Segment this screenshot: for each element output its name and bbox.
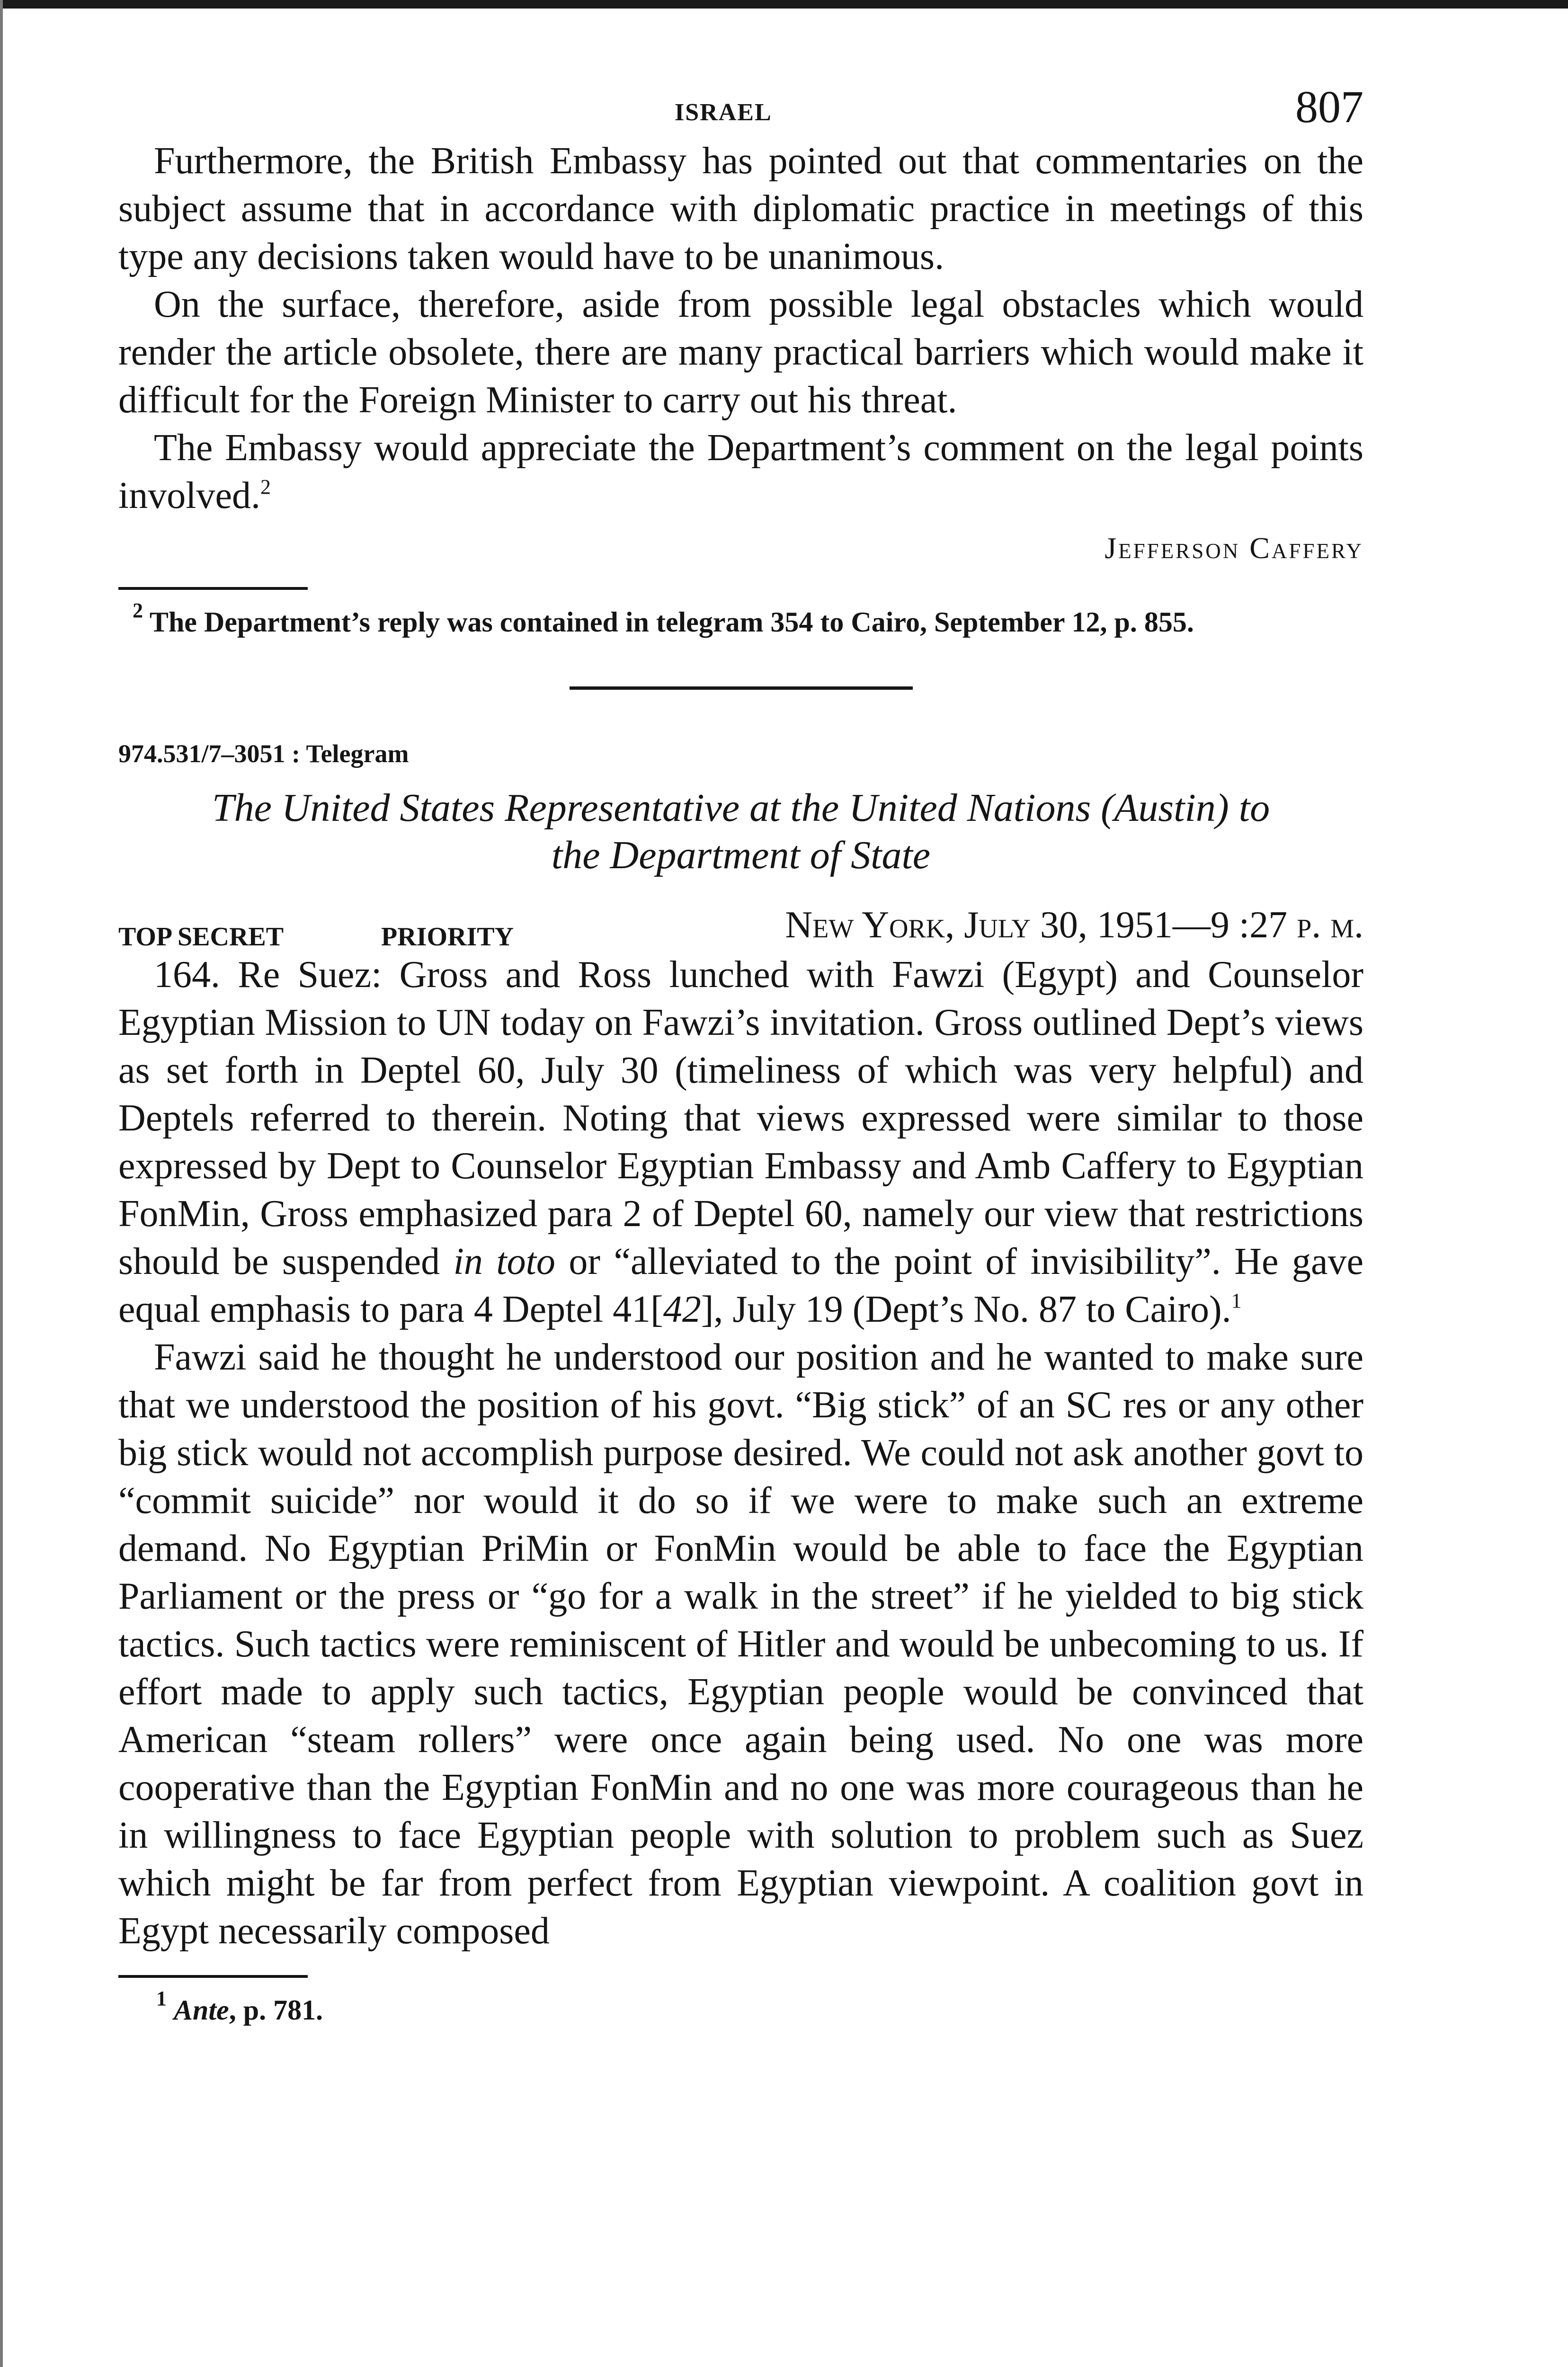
page-number: 807 [1295, 81, 1363, 132]
footnote-text: , p. 781. [229, 1994, 323, 2026]
footnote-rule [118, 1975, 308, 1978]
telegram-header [118, 904, 1363, 951]
document-title [118, 784, 1363, 879]
document-page [118, 80, 1363, 2028]
file-reference: 974.531/7–3051 : Telegram [118, 739, 409, 768]
classification: TOP SECRET [118, 922, 284, 952]
running-head [118, 80, 1363, 137]
paragraph [118, 424, 1363, 520]
footnote-reference: 1 [1231, 1289, 1242, 1312]
paragraph-text: or “alleviated to the point of invisibility”. He gave equal emphasis to para 4 Deptel 41[ [118, 1241, 1363, 1330]
paragraph: On the surface, therefore, aside from possible legal obstacles which would render the article obsolete, there are many practical barriers which would make it difficult for the Foreign Minister to carry out his threat. [118, 284, 1363, 421]
footnote-rule [118, 587, 308, 590]
footnote-text: The Department’s reply was contained in telegram 354 to Cairo, September 12, p. 855. [149, 606, 1194, 638]
footnote [118, 599, 1363, 640]
section-separator [570, 686, 913, 690]
footnote-italic: Ante [174, 1994, 229, 2026]
paragraph-text: 164. Re Suez: Gross and Ross lunched with Fawzi (Egypt) and Counselor Egyptian Mission to UN today on Fawzi’s invitation. Gross outlined Dept’s views as set forth in Deptel 60, July 30 (timeliness of which was very helpful) and Deptels referred to therein. Noting that views expressed were similar to those expressed by Dept to Counselor Egyptian Embassy and Amb Caffery to Egyptian FonMin, Gross emphasized para 2 of Deptel 60, namely our view that restrictions should be suspended [118, 954, 1363, 1282]
signature [118, 529, 1363, 567]
paragraph: Furthermore, the British Embassy has pointed out that commentaries on the subject assume that in accordance with diplomatic practice in meetings of this type any decisions taken would have to be unanimous. [118, 140, 1363, 277]
footnote [118, 1987, 1363, 2028]
paragraph-text: ], July 19 (Dept’s No. 87 to Cairo). [701, 1289, 1231, 1330]
paragraph: Fawzi said he thought he understood our position and he wanted to make sure that we understood the position of his govt. “Big stick” of an SC res or any other big stick would not accomplish purpose desired. We could not ask another govt to “commit suicide” nor would it do so if we were to make such an extreme demand. No Egyptian PriMin or FonMin would be able to face the Egyptian Parliament or the press or “go for a walk in the street” if he yielded to big stick tactics. Such tactics were reminiscent of Hitler and would be unbecoming to us. If effort made to apply such tactics, Egyptian people would be convinced that American “steam rollers” were once again being used. No one was more cooperative than the Egyptian FonMin and no one was more courageous than he in willingness to face Egyptian people with solution to problem such as Suez which might be far from perfect from Egyptian viewpoint. A coalition govt in Egypt necessarily composed [118, 1336, 1363, 1952]
dateline: New York, July 30, 1951—9 :27 p. m. [785, 904, 1363, 946]
paragraph [118, 951, 1363, 1334]
signature-last-name: Caffery [1249, 531, 1363, 565]
italic-text: in toto [453, 1241, 555, 1282]
footnote-marker: 2 [133, 599, 143, 622]
page-top-border [0, 0, 1568, 9]
running-head-title: ISRAEL [675, 99, 772, 126]
document-title-line: the Department of State [551, 833, 931, 877]
signature-first-name: Jefferson [1105, 531, 1240, 565]
paragraph-text: The Embassy would appreciate the Department’s comment on the legal points involved. [118, 427, 1363, 516]
footnote-reference: 2 [260, 475, 271, 498]
page-left-edge [0, 0, 3, 2367]
document-title-line: The United States Representative at the United Nations (Austin) to [212, 786, 1270, 830]
italic-text: 42 [663, 1289, 701, 1330]
footnote-marker: 1 [156, 1987, 167, 2010]
precedence: PRIORITY [381, 922, 514, 952]
